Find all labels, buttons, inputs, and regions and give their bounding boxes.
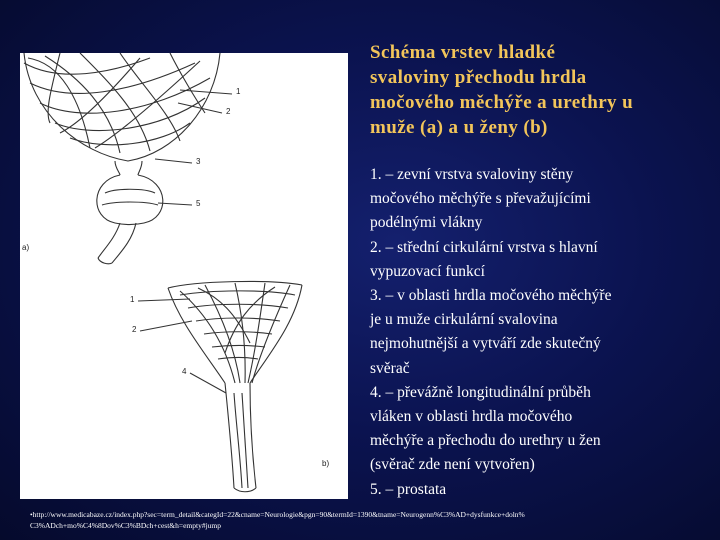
sphincter-diagram xyxy=(20,53,348,499)
source-url[interactable] xyxy=(30,509,710,531)
legend-line: měchýře a přechodu do urethry u žen xyxy=(370,432,601,450)
legend-line: 3. – v oblasti hrdla močového měchýře xyxy=(370,287,612,305)
label-b-1: 1 xyxy=(130,295,135,304)
legend-line: vláken v oblasti hrdla močového xyxy=(370,408,573,426)
slide-title xyxy=(370,40,700,140)
legend-text xyxy=(370,163,705,502)
legend-line: vypuzovací funkcí xyxy=(370,262,485,280)
title-line: Schéma vrstev hladké xyxy=(370,42,556,63)
label-b-2: 2 xyxy=(132,325,137,334)
title-line: muže (a) a u ženy (b) xyxy=(370,117,548,138)
label-b-4: 4 xyxy=(182,367,187,376)
legend-line: podélnými vlákny xyxy=(370,214,483,232)
legend-line: je u muže cirkulární svalovina xyxy=(370,311,558,329)
label-a-2: 2 xyxy=(226,107,231,116)
legend-line: 5. – prostata xyxy=(370,480,447,498)
legend-line: svěrač xyxy=(370,359,410,377)
title-line: močového měchýře a urethry u xyxy=(370,92,634,113)
title-line: svaloviny přechodu hrdla xyxy=(370,67,587,88)
legend-line: močového měchýře s převažujícími xyxy=(370,190,591,208)
legend-line: 2. – střední cirkulární vrstva s hlavní xyxy=(370,238,598,256)
source-line[interactable]: •http://www.medicabaze.cz/index.php?sec=term_detail&categId=22&cname=Neurologie&pgn=90&termId=1390&tname=Neurogenn%C3%AD+dysfunkce+doln% xyxy=(30,510,525,519)
label-a-5: 5 xyxy=(196,199,201,208)
legend-line: 1. – zevní vrstva svaloviny stěny xyxy=(370,166,574,183)
panel-b-label: b) xyxy=(322,459,330,468)
legend-line: nejmohutnější a vytváří zde skutečný xyxy=(370,335,601,353)
panel-b-drawing xyxy=(138,281,302,491)
panel-a-drawing xyxy=(24,53,232,264)
anatomy-figure xyxy=(20,53,348,499)
legend-line: (svěrač zde není vytvořen) xyxy=(370,456,535,474)
source-line[interactable]: C3%ADch+mo%C4%8Dov%C3%BDch+cest&h=empty#jump xyxy=(30,521,222,530)
label-a-1: 1 xyxy=(236,87,241,96)
label-a-3: 3 xyxy=(196,157,201,166)
panel-a-label: a) xyxy=(22,243,30,252)
legend-line: 4. – převážně longitudinální průběh xyxy=(370,383,591,401)
